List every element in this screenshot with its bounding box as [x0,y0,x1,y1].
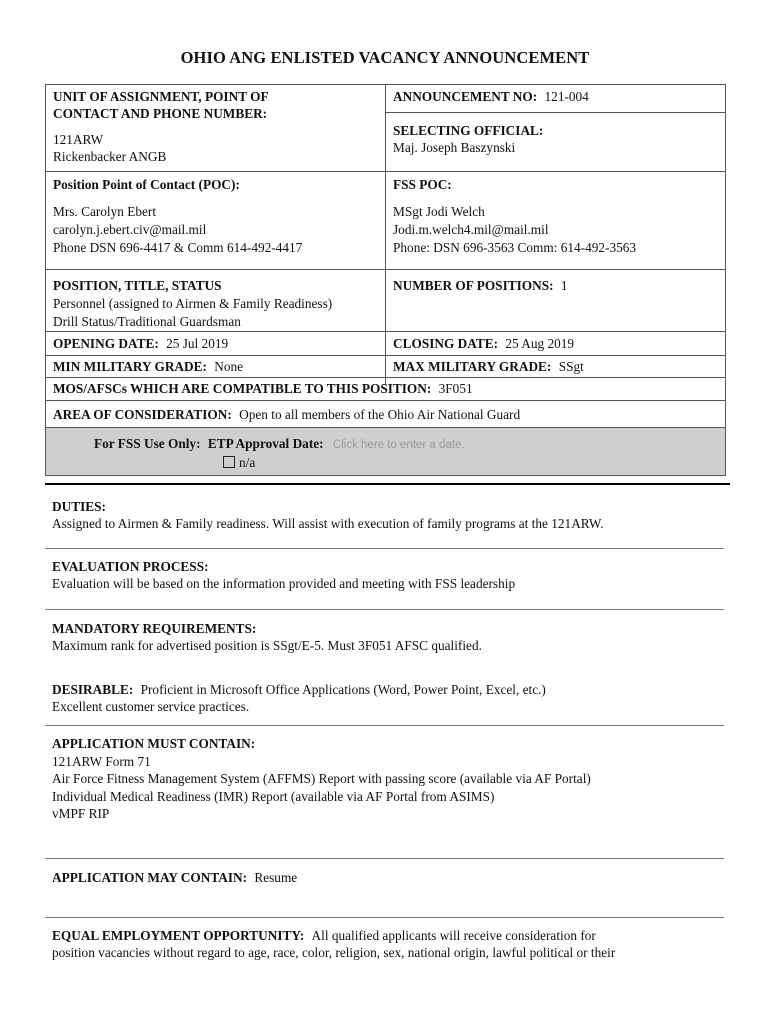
fss-poc-cell [386,173,725,269]
page-title: OHIO ANG ENLISTED VACANCY ANNOUNCEMENT [180,48,590,67]
selecting-official-value: Maj. Joseph Baszynski [393,140,516,155]
position-poc-label: Position Point of Contact (POC): [53,177,240,192]
divider [45,858,724,859]
list-item: 121ARW Form 71 [52,753,151,769]
na-checkbox[interactable] [223,456,235,468]
mos-cell [46,378,725,400]
evaluation-heading: EVALUATION PROCESS: [52,559,209,574]
num-positions-label: NUMBER OF POSITIONS: [393,278,554,293]
application-must-heading: APPLICATION MUST CONTAIN: [52,736,256,751]
announcement-no-label: ANNOUNCEMENT NO: [393,89,538,104]
fss-use-cell [46,428,725,475]
application-may-value: Resume [254,870,298,885]
desirable-text1: Proficient in Microsoft Office Applications (Word, Power Point, Excel, etc.) [140,682,546,697]
min-grade-value: None [214,359,244,374]
fss-poc-name: MSgt Jodi Welch [393,204,485,219]
opening-date-label: OPENING DATE: [53,336,159,351]
fss-poc-label: FSS POC: [393,177,452,192]
duties-text: Assigned to Airmen & Family readiness. Will assist with execution of family programs at the 121ARW. [52,516,604,531]
application-may-label: APPLICATION MAY CONTAIN: [52,870,248,885]
position-poc-cell [46,173,385,269]
position-cell [46,274,385,331]
position-poc-name: Mrs. Carolyn Ebert [53,204,157,219]
mos-value: 3F051 [438,381,473,396]
min-grade-label: MIN MILITARY GRADE: [53,359,207,374]
selecting-official-label: SELECTING OFFICIAL: [393,123,544,138]
position-poc-email: carolyn.j.ebert.civ@mail.mil [53,222,207,237]
fss-poc-email: Jodi.m.welch4.mil@mail.mil [393,222,549,237]
announcement-table [45,84,726,476]
etp-date-field[interactable]: Click here to enter a date. [332,439,465,451]
closing-date-cell [386,333,725,355]
closing-date-value: 25 Aug 2019 [505,336,575,351]
eeo-label: EQUAL EMPLOYMENT OPPORTUNITY: [52,928,305,943]
max-grade-value: SSgt [558,359,584,374]
area-cell [46,401,725,427]
etp-approval-label: ETP Approval Date: [207,436,324,451]
opening-date-value: 25 Jul 2019 [166,336,229,351]
min-grade-cell [46,356,385,377]
section-divider [45,483,730,485]
divider [45,917,724,918]
num-positions-value: 1 [560,278,568,293]
closing-date-label: CLOSING DATE: [393,336,499,351]
mandatory-heading: MANDATORY REQUIREMENTS: [52,621,257,636]
max-grade-cell [386,356,725,377]
position-line2: Drill Status/Traditional Guardsman [53,314,241,329]
unit-cell [46,85,385,171]
mos-label: MOS/AFSCs WHICH ARE COMPATIBLE TO THIS POSITION: [53,381,432,396]
position-poc-phone: Phone DSN 696-4417 & Comm 614-492-4417 [53,240,303,255]
announcement-no-value: 121-004 [544,89,589,104]
divider [45,609,724,610]
application-may-section [52,869,722,886]
desirable-label: DESIRABLE: [52,682,134,697]
na-checkbox-label: n/a [239,455,256,470]
evaluation-text: Evaluation will be based on the information provided and meeting with FSS leadership [52,576,516,591]
list-item: vMPF RIP [52,806,110,821]
opening-date-cell [46,333,385,355]
desirable-section [52,681,722,715]
num-positions-cell [386,274,725,331]
selecting-official-cell [386,119,725,171]
announcement-no-cell [386,85,725,112]
unit-label: UNIT OF ASSIGNMENT, POINT OF CONTACT AND PHONE NUMBER: [53,89,269,121]
eeo-text1: All qualified applicants will receive consideration for [311,928,596,943]
unit-name: 121ARW [53,132,104,147]
eeo-section [52,927,722,961]
mandatory-section [52,620,722,654]
mandatory-text: Maximum rank for advertised position is SSgt/E-5. Must 3F051 AFSC qualified. [52,638,482,653]
list-item: Individual Medical Readiness (IMR) Report (available via AF Portal from ASIMS) [52,788,495,804]
evaluation-section [52,558,722,592]
divider [45,725,724,726]
area-label: AREA OF CONSIDERATION: [53,407,232,422]
application-must-section [52,735,722,823]
fss-poc-phone: Phone: DSN 696-3563 Comm: 614-492-3563 [393,240,637,255]
position-line1: Personnel (assigned to Airmen & Family Readiness) [53,296,333,311]
divider [45,548,724,549]
max-grade-label: MAX MILITARY GRADE: [393,359,552,374]
duties-section [52,498,722,532]
desirable-text2: Excellent customer service practices. [52,699,250,714]
duties-heading: DUTIES: [52,499,106,514]
unit-location: Rickenbacker ANGB [53,149,167,164]
area-value: Open to all members of the Ohio Air National Guard [239,407,521,422]
list-item: Air Force Fitness Management System (AFFMS) Report with passing score (available via AF Portal) [52,771,591,786]
eeo-text2: position vacancies without regard to age, race, color, religion, sex, national origin, lawful political or their [52,945,616,960]
position-label: POSITION, TITLE, STATUS [53,278,222,293]
fss-use-label: For FSS Use Only: [94,436,201,451]
